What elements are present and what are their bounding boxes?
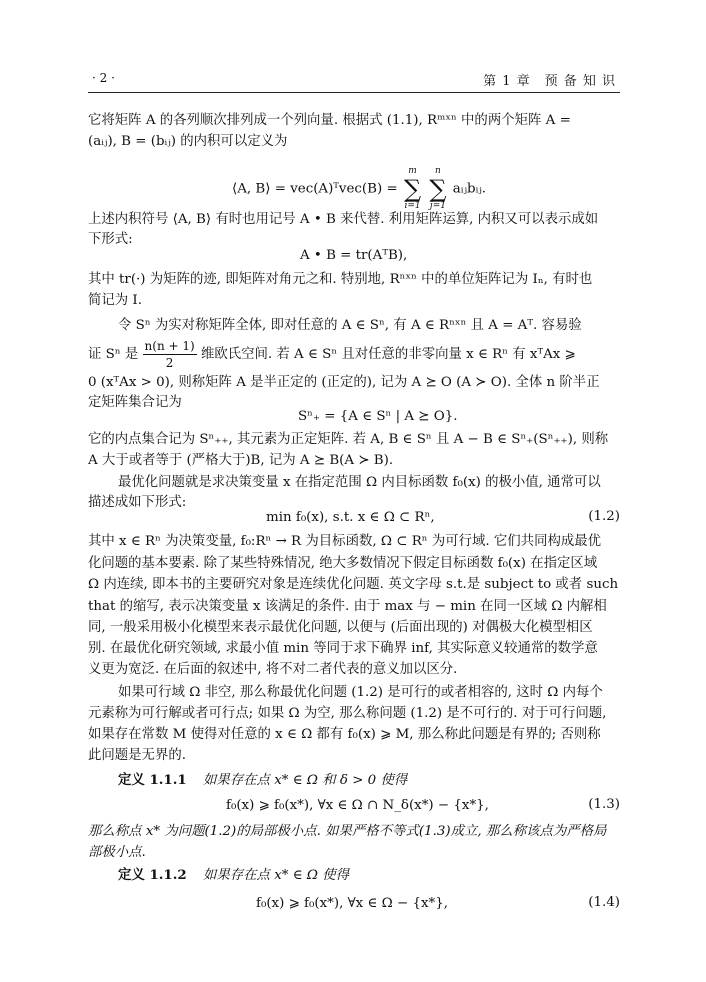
paragraph-line: 部极小点. [88,845,146,860]
sum-upper-limit: m [408,166,417,176]
paragraph-line: that 的缩写, 表示决策变量 x 该满足的条件. 由于 max 与 − min 在同一区域 Ω 内解相 [88,599,607,614]
paragraph-line: 其中 tr(·) 为矩阵的迹, 即矩阵对角元之和. 特别地, Rⁿˣⁿ 中的单位矩阵记为 Iₙ, 有时也 [88,272,593,287]
paragraph-line: 其中 x ∈ Rⁿ 为决策变量, f₀:Rⁿ → R 为目标函数, Ω ⊂ Rⁿ 为可行域. 它们共同构成最优 [88,534,602,549]
paragraph-line: 那么称点 x* 为问题(1.2)的局部极小点. 如果严格不等式(1.3)成立, 那么称该点为严格局 [88,824,607,839]
paragraph-line: 令 Sⁿ 为实对称矩阵全体, 即对任意的 A ∈ Sⁿ, 有 A ∈ Rⁿˣⁿ 且 A = Aᵀ. 容易验 [118,318,582,333]
sigma-symbol: ∑ [403,175,422,203]
paragraph-line: 义更为宽泛. 在后面的叙述中, 将不对二者代表的意义加以区分. [88,662,458,677]
definition-1-1-2 [118,866,620,885]
paragraph-line-with-fraction [88,336,620,374]
paragraph-line: A 大于或者等于 (严格大于)B, 记为 A ⪰ B(A ≻ B). [88,453,394,468]
paragraph-line: 同, 一般采用极小化模型来表示最优化问题, 以便与 (后面出现的) 对偶极大化模型相区 [88,620,593,635]
paragraph-line: 上述内积符号 ⟨A, B⟩ 有时也用记号 A • B 来代替. 利用矩阵运算, 内积又可以表示成如 [88,212,599,227]
equation-local-min: f₀(x) ⩾ f₀(x*), ∀x ∈ Ω ∩ N_δ(x*) − {x*}, [226,798,489,813]
page-number: · 2 · [92,71,115,85]
paragraph-line: 下形式: [88,232,133,247]
paragraph-line: 0 (xᵀAx > 0), 则称矩阵 A 是半正定的 (正定的), 记为 A ⪰ O (A ≻ O). 全体 n 阶半正 [88,375,600,390]
paragraph-line: 它的内点集合记为 Sⁿ₊₊, 其元素为正定矩阵. 若 A, B ∈ Sⁿ 且 A − B ∈ Sⁿ₊(Sⁿ₊₊), 则称 [88,432,609,447]
sigma-symbol: ∑ [429,175,447,203]
definition-1-1-1 [118,771,620,790]
equation-part: ⟨A, B⟩ = vec(A)ᵀvec(B) = [232,181,398,197]
paragraph-line: 此问题是无界的. [88,748,186,763]
equation-number: (1.3) [588,797,620,812]
paragraph-line: 最优化问题就是求决策变量 x 在指定范围 Ω 内目标函数 f₀(x) 的极小值, 通常可以 [118,475,601,490]
text-run: 维欧氏空间. 若 A ∈ Sⁿ 且对任意的非零向量 x ∈ Rⁿ 有 xᵀAx ⩾ [200,347,576,362]
equation-inner-product [232,166,486,212]
equation-part: aᵢⱼbᵢⱼ. [452,181,487,197]
definition-text: 如果存在点 x* ∈ Ω 使得 [202,868,350,883]
fraction-numerator: n(n + 1) [144,339,195,353]
equation-number: (1.2) [588,509,620,524]
equation-optimization-problem: min f₀(x), s.t. x ∈ Ω ⊂ Rⁿ, [266,510,435,525]
paragraph-line: 它将矩阵 A 的各列顺次排列成一个列向量. 根据式 (1.1), Rᵐˣⁿ 中的两个矩阵 A = [88,113,571,128]
paragraph-line: 别. 在最优化研究领域, 求最小值 min 等同于求下确界 inf, 其实际意义较通常的数学意 [88,641,598,656]
paragraph-line: 定矩阵集合记为 [88,395,182,410]
sum-upper-limit: n [435,166,441,176]
equation-trace: A • B = tr(AᵀB), [300,248,408,263]
text-run: 证 Sⁿ 是 [88,347,139,362]
definition-text: 如果存在点 x* ∈ Ω 和 δ > 0 使得 [202,773,408,788]
paragraph-line: 如果可行域 Ω 非空, 那么称最优化问题 (1.2) 是可行的或者相容的, 这时 Ω 内每个 [118,685,603,700]
summation-inner [429,166,446,212]
paragraph-line: 如果存在常数 M 使得对任意的 x ∈ Ω 都有 f₀(x) ⩾ M, 那么称此问题是有界的; 否则称 [88,727,601,742]
sum-lower-limit: j=1 [429,201,446,211]
sum-lower-limit: i=1 [404,201,421,211]
equation-psd-cone: Sⁿ₊ = {A ∈ Sⁿ | A ⪰ O}. [298,409,458,424]
fraction-denominator: 2 [165,356,174,370]
definition-heading: 定义 1.1.1 [118,772,187,788]
paragraph-line: 化问题的基本要素. 除了某些特殊情况, 绝大多数情况下假定目标函数 f₀(x) 在指定区域 [88,556,598,571]
summation-outer [404,166,421,212]
running-header: 第 1 章 预 备 知 识 [483,74,616,89]
header-rule [88,92,620,93]
paragraph-line: (aᵢⱼ), B = (bᵢⱼ) 的内积可以定义为 [88,134,288,149]
equation-global-min: f₀(x) ⩾ f₀(x*), ∀x ∈ Ω − {x*}, [256,896,449,911]
paragraph-line: 描述成如下形式: [88,495,187,510]
definition-heading: 定义 1.1.2 [118,867,187,883]
paragraph-line: 元素称为可行解或者可行点; 如果 Ω 为空, 那么称问题 (1.2) 是不可行的. 对于可行问题, [88,706,607,721]
paragraph-line: Ω 内连续, 即本书的主要研究对象是连续优化问题. 英文字母 s.t.是 subject to 或者 such [88,577,619,592]
fraction-dimension [143,338,197,371]
paragraph-line: 简记为 I. [88,293,142,308]
equation-number: (1.4) [588,895,620,910]
